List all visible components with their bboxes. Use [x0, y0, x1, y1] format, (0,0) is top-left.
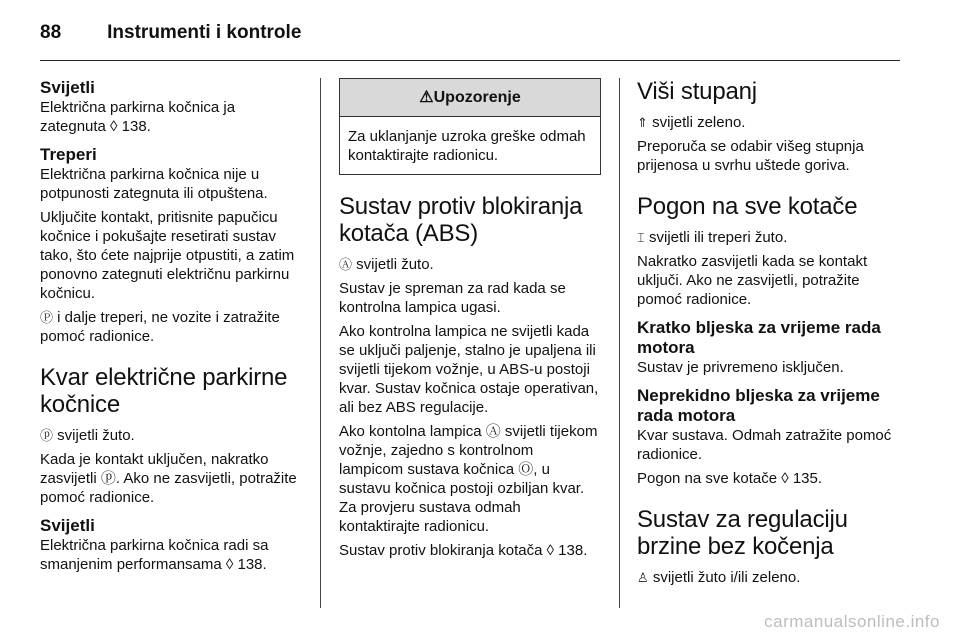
warning-box	[339, 78, 601, 175]
paragraph: Sustav je spreman za rad kada se kontrolna lampica ugasi.	[339, 280, 566, 316]
header-divider	[40, 60, 900, 61]
parking-brake-icon: Ⓟ	[40, 310, 54, 325]
section-title-regulacija: Sustav za regulaciju brzine bez kočenja	[637, 506, 848, 560]
section-title-visi-stupanj: Viši stupanj	[637, 78, 757, 105]
section-title-pogon: Pogon na sve kotače	[637, 193, 858, 220]
paragraph: Sustav protiv blokiranja kotača ◊ 138.	[339, 542, 588, 559]
paragraph: Nakratko zasvijetli kada se kontakt uključi. Ako ne zasvijetli, potražite pomoć radionice.	[637, 253, 868, 308]
page-title: Instrumenti i kontrole	[107, 22, 302, 43]
subheading-treperi: Treperi	[40, 145, 97, 164]
paragraph: Ako kontolna lampica Ⓐ svijetli tijekom vožnje, zajedno s kontrolnom lampicom sustava kočnica Ⓞ, u sustavu kočnica postoji ozbiljan kvar. Za provjeru sustava odmah kontaktirajte radionicu.	[339, 423, 598, 535]
page-header	[40, 22, 900, 56]
gear-shift-up-icon: ⇑	[637, 115, 648, 130]
paragraph: Ako kontrolna lampica ne svijetli kada se uključi paljenje, stalno je upaljena ili svijetli tijekom vožnje, u ABS-u postoji kvar. Sustav kočnica ostaje operativan, ali bez ABS regulacije.	[339, 323, 599, 416]
section-title-abs: Sustav protiv blokiranja kotača (ABS)	[339, 193, 583, 247]
paragraph: Sustav je privremeno isključen.	[637, 359, 844, 376]
column-1	[40, 78, 302, 579]
paragraph: Električna parkirna kočnica radi sa smanjenim performansama ◊ 138.	[40, 537, 269, 573]
paragraph: ♙ svijetli žuto i/ili zeleno.	[637, 569, 801, 586]
paragraph: Kada je kontakt uključen, nakratko zasvijetli ⓟ. Ako ne zasvijetli, potražite pomoć radionice.	[40, 451, 297, 506]
column-3	[637, 78, 902, 592]
abs-icon: Ⓐ	[339, 257, 353, 272]
page-number: 88	[40, 22, 62, 43]
parking-brake-fault-icon: ⓟ	[40, 428, 54, 443]
watermark: carmanualsonline.info	[764, 612, 940, 631]
paragraph: Uključite kontakt, pritisnite papučicu kočnice i pokušajte resetirati sustav tako, što ćete najprije otpustiti, a zatim ponovno zategnuti električnu parkirnu kočnicu.	[40, 209, 295, 302]
warning-title: ⚠Upozorenje	[340, 79, 600, 117]
warning-icon: ⚠	[419, 89, 434, 106]
column-divider-1	[320, 78, 321, 608]
warning-text: Za uklanjanje uzroka greške odmah kontaktirajte radionicu.	[348, 128, 586, 164]
column-2	[339, 78, 601, 565]
paragraph: Ⓐ svijetli žuto.	[339, 256, 434, 273]
subheading-neprekidno: Neprekidno bljeska za vrijeme rada motora	[637, 386, 880, 425]
paragraph: ⇑ svijetli zeleno.	[637, 114, 746, 131]
subheading-svijetli: Svijetli	[40, 78, 95, 97]
all-wheel-drive-icon: ⌶	[637, 230, 645, 245]
section-title-kvar: Kvar električne parkirne kočnice	[40, 364, 288, 418]
paragraph: Preporuča se odabir višeg stupnja prijenosa u svrhu uštede goriva.	[637, 138, 864, 174]
subheading-kratko: Kratko bljeska za vrijeme rada motora	[637, 318, 881, 357]
speed-limiter-icon: ♙	[637, 570, 649, 585]
paragraph: ⌶ svijetli ili treperi žuto.	[637, 229, 788, 246]
subheading-svijetli-2: Svijetli	[40, 516, 95, 535]
column-divider-2	[619, 78, 620, 608]
paragraph: Električna parkirna kočnica ja zategnuta ◊ 138.	[40, 99, 236, 135]
paragraph: Ⓟ i dalje treperi, ne vozite i zatražite pomoć radionice.	[40, 309, 280, 345]
paragraph: ⓟ svijetli žuto.	[40, 427, 135, 444]
paragraph: Kvar sustava. Odmah zatražite pomoć radionice.	[637, 427, 892, 463]
paragraph: Pogon na sve kotače ◊ 135.	[637, 470, 823, 487]
paragraph: Električna parkirna kočnica nije u potpunosti zategnuta ili otpuštena.	[40, 166, 268, 202]
